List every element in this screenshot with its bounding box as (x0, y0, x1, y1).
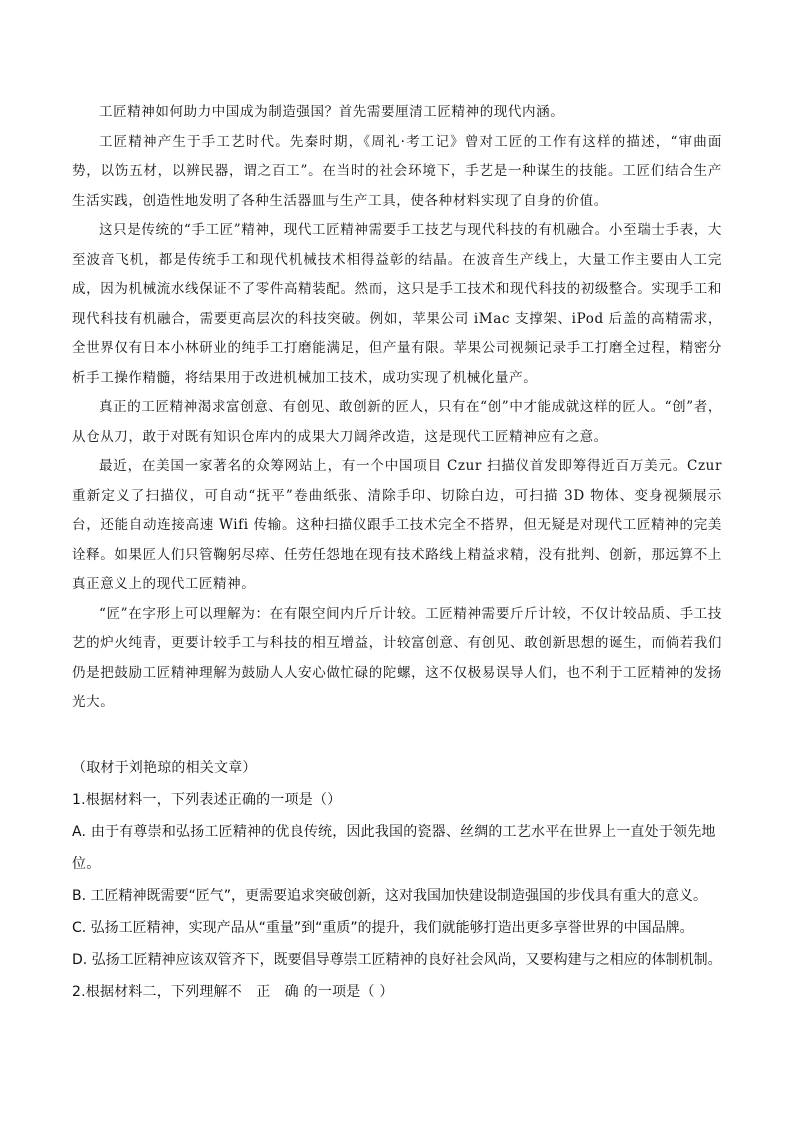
essay-paragraph: 最近，在美国一家著名的众筹网站上，有一个中国项目 Czur 扫描仪首发即筹得近百万美元。Czur 重新定义了扫描仪，可自动“抚平”卷曲纸张、清除手印、切除白边，可扫描 3D 物体、变身视频展示台，还能自动连接高速 Wifi 传输。这种扫描仪跟手工技术完全不搭界，但无疑是对现代工匠精神的完美诠释。如果匠人们只管鞠躬尽瘁、任劳任怨地在现有技术路线上精益求精，没有批判、创新，那远算不上真正意义上的现代工匠精神。 (72, 458, 722, 592)
essay-paragraph: 工匠精神产生于手工艺时代。先秦时期，《周礼·考工记》曾对工匠的工作有这样的描述，“审曲面势，以饬五材，以辨民器，谓之百工”。在当时的社会环境下，手艺是一种谋生的技能。工匠们结合生产生活实践，创造性地发明了各种生活器皿与生产工具，使各种材料实现了自身的价值。 (72, 133, 722, 209)
question-2-stem-emphasis: 不 正 确 (227, 984, 304, 1000)
source-note: （取材于刘艳琼的相关文章） (72, 760, 257, 776)
essay-paragraph: “匠”在字形上可以理解为：在有限空间内斤斤计较。工匠精神需要斤斤计较，不仅计较品质、手工技艺的炉火纯青，更要计较手工与科技的相互增益，计较富创意、有创见、敢创新思想的诞生，而倘若我们仍是把鼓励工匠精神理解为鼓励人人安心做忙碌的陀螺，这不仅极易误导人们，也不利于工匠精神的发扬光大。 (72, 605, 722, 710)
essay-body (72, 98, 722, 718)
question-1-option-d: D. 弘扬工匠精神应该双管齐下，既要倡导尊崇工匠精神的良好社会风尚，又要构建与之相应的体制机制。 (72, 952, 722, 968)
question-1-option-b: B. 工匠精神既需要“匠气”，更需要追求突破创新，这对我国加快建设制造强国的步伐具有重大的意义。 (72, 888, 708, 904)
essay-paragraph: 真正的工匠精神渴求富创意、有创见、敢创新的匠人，只有在“创”中才能成就这样的匠人。“创”者，从仓从刀，敢于对既有知识仓库内的成果大刀阔斧改造，这是现代工匠精神应有之意。 (72, 399, 722, 445)
question-section (72, 752, 722, 1008)
question-2-stem-lead: 2.根据材料二，下列理解 (72, 984, 228, 1000)
question-2-stem-tail: 的一项是（ ） (303, 984, 394, 1000)
essay-paragraph: 这只是传统的“手工匠”精神，现代工匠精神需要手工技艺与现代科技的有机融合。小至瑞士手表，大至波音飞机，都是传统手工和现代机械技术相得益彰的结晶。在波音生产线上，大量工作主要由人工完成，因为机械流水线保证不了零件高精装配。然而，这只是手工技术和现代科技的初级整合。实现手工和现代科技有机融合，需要更高层次的科技突破。例如，苹果公司 iMac 支撑架、iPod 后盖的高精需求，全世界仅有日本小林研业的纯手工打磨能满足，但产量有限。苹果公司视频记录手工打磨全过程，精密分析手工操作精髓，将结果用于改进机械加工技术，成功实现了机械化量产。 (72, 222, 722, 386)
question-2-stem (72, 976, 722, 1008)
question-1-stem: 1.根据材料一，下列表述正确的一项是（） (72, 792, 342, 808)
question-1-option-c: C. 弘扬工匠精神，实现产品从“重量”到“重质”的提升，我们就能够打造出更多享誉世界的中国品牌。 (72, 920, 694, 936)
essay-paragraph: 工匠精神如何助力中国成为制造强国？首先需要厘清工匠精神的现代内涵。 (99, 104, 565, 120)
question-1-option-a: A. 由于有尊崇和弘扬工匠精神的优良传统，因此我国的瓷器、丝绸的工艺水平在世界上一直处于领先地位。 (72, 824, 716, 872)
